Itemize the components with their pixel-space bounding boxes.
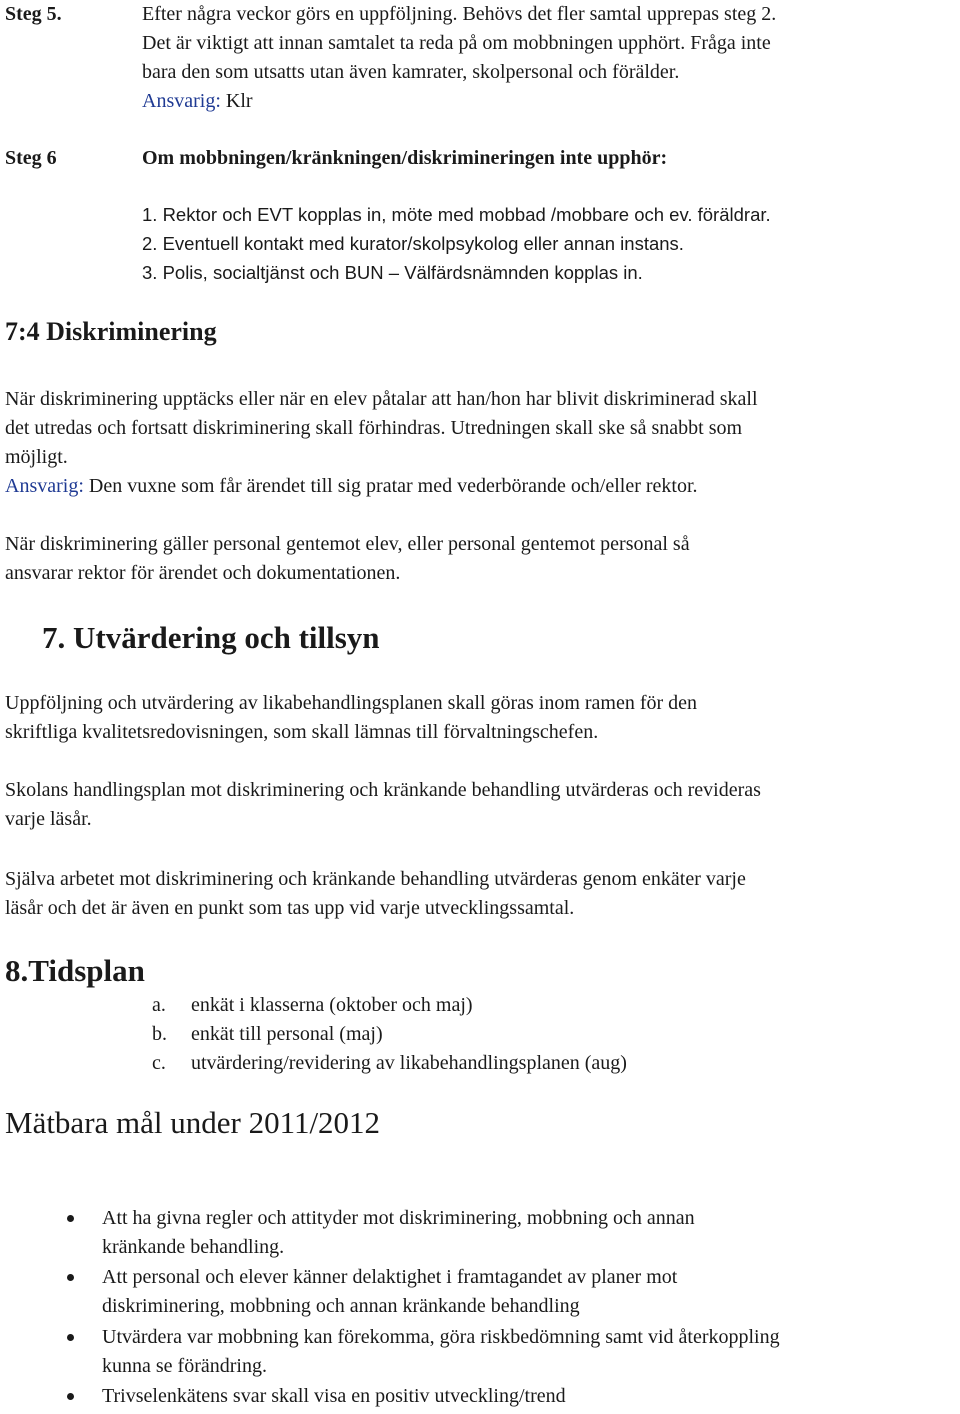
bullet-icon [67, 1215, 74, 1222]
steg5-line-3: bara den som utsatts utan även kamrater, skolpersonal och förälder. [142, 61, 680, 83]
tidsplan-item-a: enkät i klasserna (oktober och maj) [191, 994, 473, 1016]
section-74-p1-line-3: möjligt. [5, 446, 68, 468]
tidsplan-item-b: enkät till personal (maj) [191, 1023, 383, 1045]
goal-1-line-1: Att ha givna regler och attityder mot diskriminering, mobbning och annan [102, 1207, 695, 1229]
section-7-p2-line-1: Skolans handlingsplan mot diskriminering och kränkande behandling utvärderas och revideras [5, 779, 761, 801]
section-74-p1-line-2: det utredas och fortsatt diskriminering skall förhindras. Utredningen skall ske så snabbt som [5, 417, 743, 439]
section-7-p3-line-1: Själva arbetet mot diskriminering och kränkande behandling utvärderas genom enkäter varje [5, 868, 746, 890]
goals-heading: Mätbara mål under 2011/2012 [5, 1105, 381, 1140]
responsible-value: Den vuxne som får ärendet till sig pratar med vederbörande och/eller rektor. [83, 475, 698, 497]
responsible-label: Ansvarig: [142, 90, 221, 112]
section-7-p3-line-2: läsår och det är även en punkt som tas upp vid varje utvecklingssamtal. [5, 897, 575, 919]
steg5-label: Steg 5. [5, 3, 62, 25]
goal-3-line-2: kunna se förändring. [102, 1355, 267, 1377]
tidsplan-marker-c: c. [152, 1052, 166, 1074]
responsible-value: Klr [220, 90, 253, 112]
section-7-p2-line-2: varje läsår. [5, 808, 92, 830]
steg6-label: Steg 6 [5, 147, 57, 169]
steg5-responsible [142, 87, 253, 116]
goal-1-line-2: kränkande behandling. [102, 1236, 285, 1258]
section-8-heading: 8.Tidsplan [5, 953, 145, 988]
steg5-line-2: Det är viktigt att innan samtalet ta reda på om mobbningen upphört. Fråga inte [142, 32, 771, 54]
section-74-p1-line-1: När diskriminering upptäcks eller när en elev påtalar att han/hon har blivit diskriminerad skall [5, 388, 758, 410]
tidsplan-marker-a: a. [152, 994, 166, 1016]
section-7-p1-line-1: Uppföljning och utvärdering av likabehandlingsplanen skall göras inom ramen för den [5, 692, 698, 714]
goal-2-line-1: Att personal och elever känner delaktighet i framtagandet av planer mot [102, 1266, 678, 1288]
tidsplan-marker-b: b. [152, 1023, 167, 1045]
steg5-line-1: Efter några veckor görs en uppföljning. Behövs det fler samtal upprepas steg 2. [142, 3, 777, 25]
section-74-p2-line-2: ansvarar rektor för ärendet och dokumentationen. [5, 562, 401, 584]
steg6-item-2: 2. Eventuell kontakt med kurator/skolpsykolog eller annan instans. [142, 233, 684, 254]
section-74-p2-line-1: När diskriminering gäller personal gentemot elev, eller personal gentemot personal så [5, 533, 690, 555]
bullet-icon [67, 1393, 74, 1400]
section-7-heading: 7. Utvärdering och tillsyn [42, 620, 380, 655]
section-74-responsible [5, 472, 698, 501]
steg6-item-3: 3. Polis, socialtjänst och BUN – Välfärdsnämnden kopplas in. [142, 262, 643, 283]
goal-4-line-1: Trivselenkätens svar skall visa en positiv utveckling/trend [102, 1385, 566, 1407]
steg6-heading: Om mobbningen/kränkningen/diskrimineringen inte upphör: [142, 147, 668, 169]
section-7-p1-line-2: skriftliga kvalitetsredovisningen, som skall lämnas till förvaltningschefen. [5, 721, 599, 743]
steg6-item-1: 1. Rektor och EVT kopplas in, möte med mobbad /mobbare och ev. föräldrar. [142, 204, 771, 225]
section-74-heading: 7:4 Diskriminering [5, 317, 217, 346]
bullet-icon [67, 1274, 74, 1281]
goal-2-line-2: diskriminering, mobbning och annan kränkande behandling [102, 1295, 580, 1317]
bullet-icon [67, 1334, 74, 1341]
goal-3-line-1: Utvärdera var mobbning kan förekomma, göra riskbedömning samt vid återkoppling [102, 1326, 780, 1348]
tidsplan-item-c: utvärdering/revidering av likabehandlingsplanen (aug) [191, 1052, 627, 1074]
responsible-label: Ansvarig: [5, 475, 84, 497]
